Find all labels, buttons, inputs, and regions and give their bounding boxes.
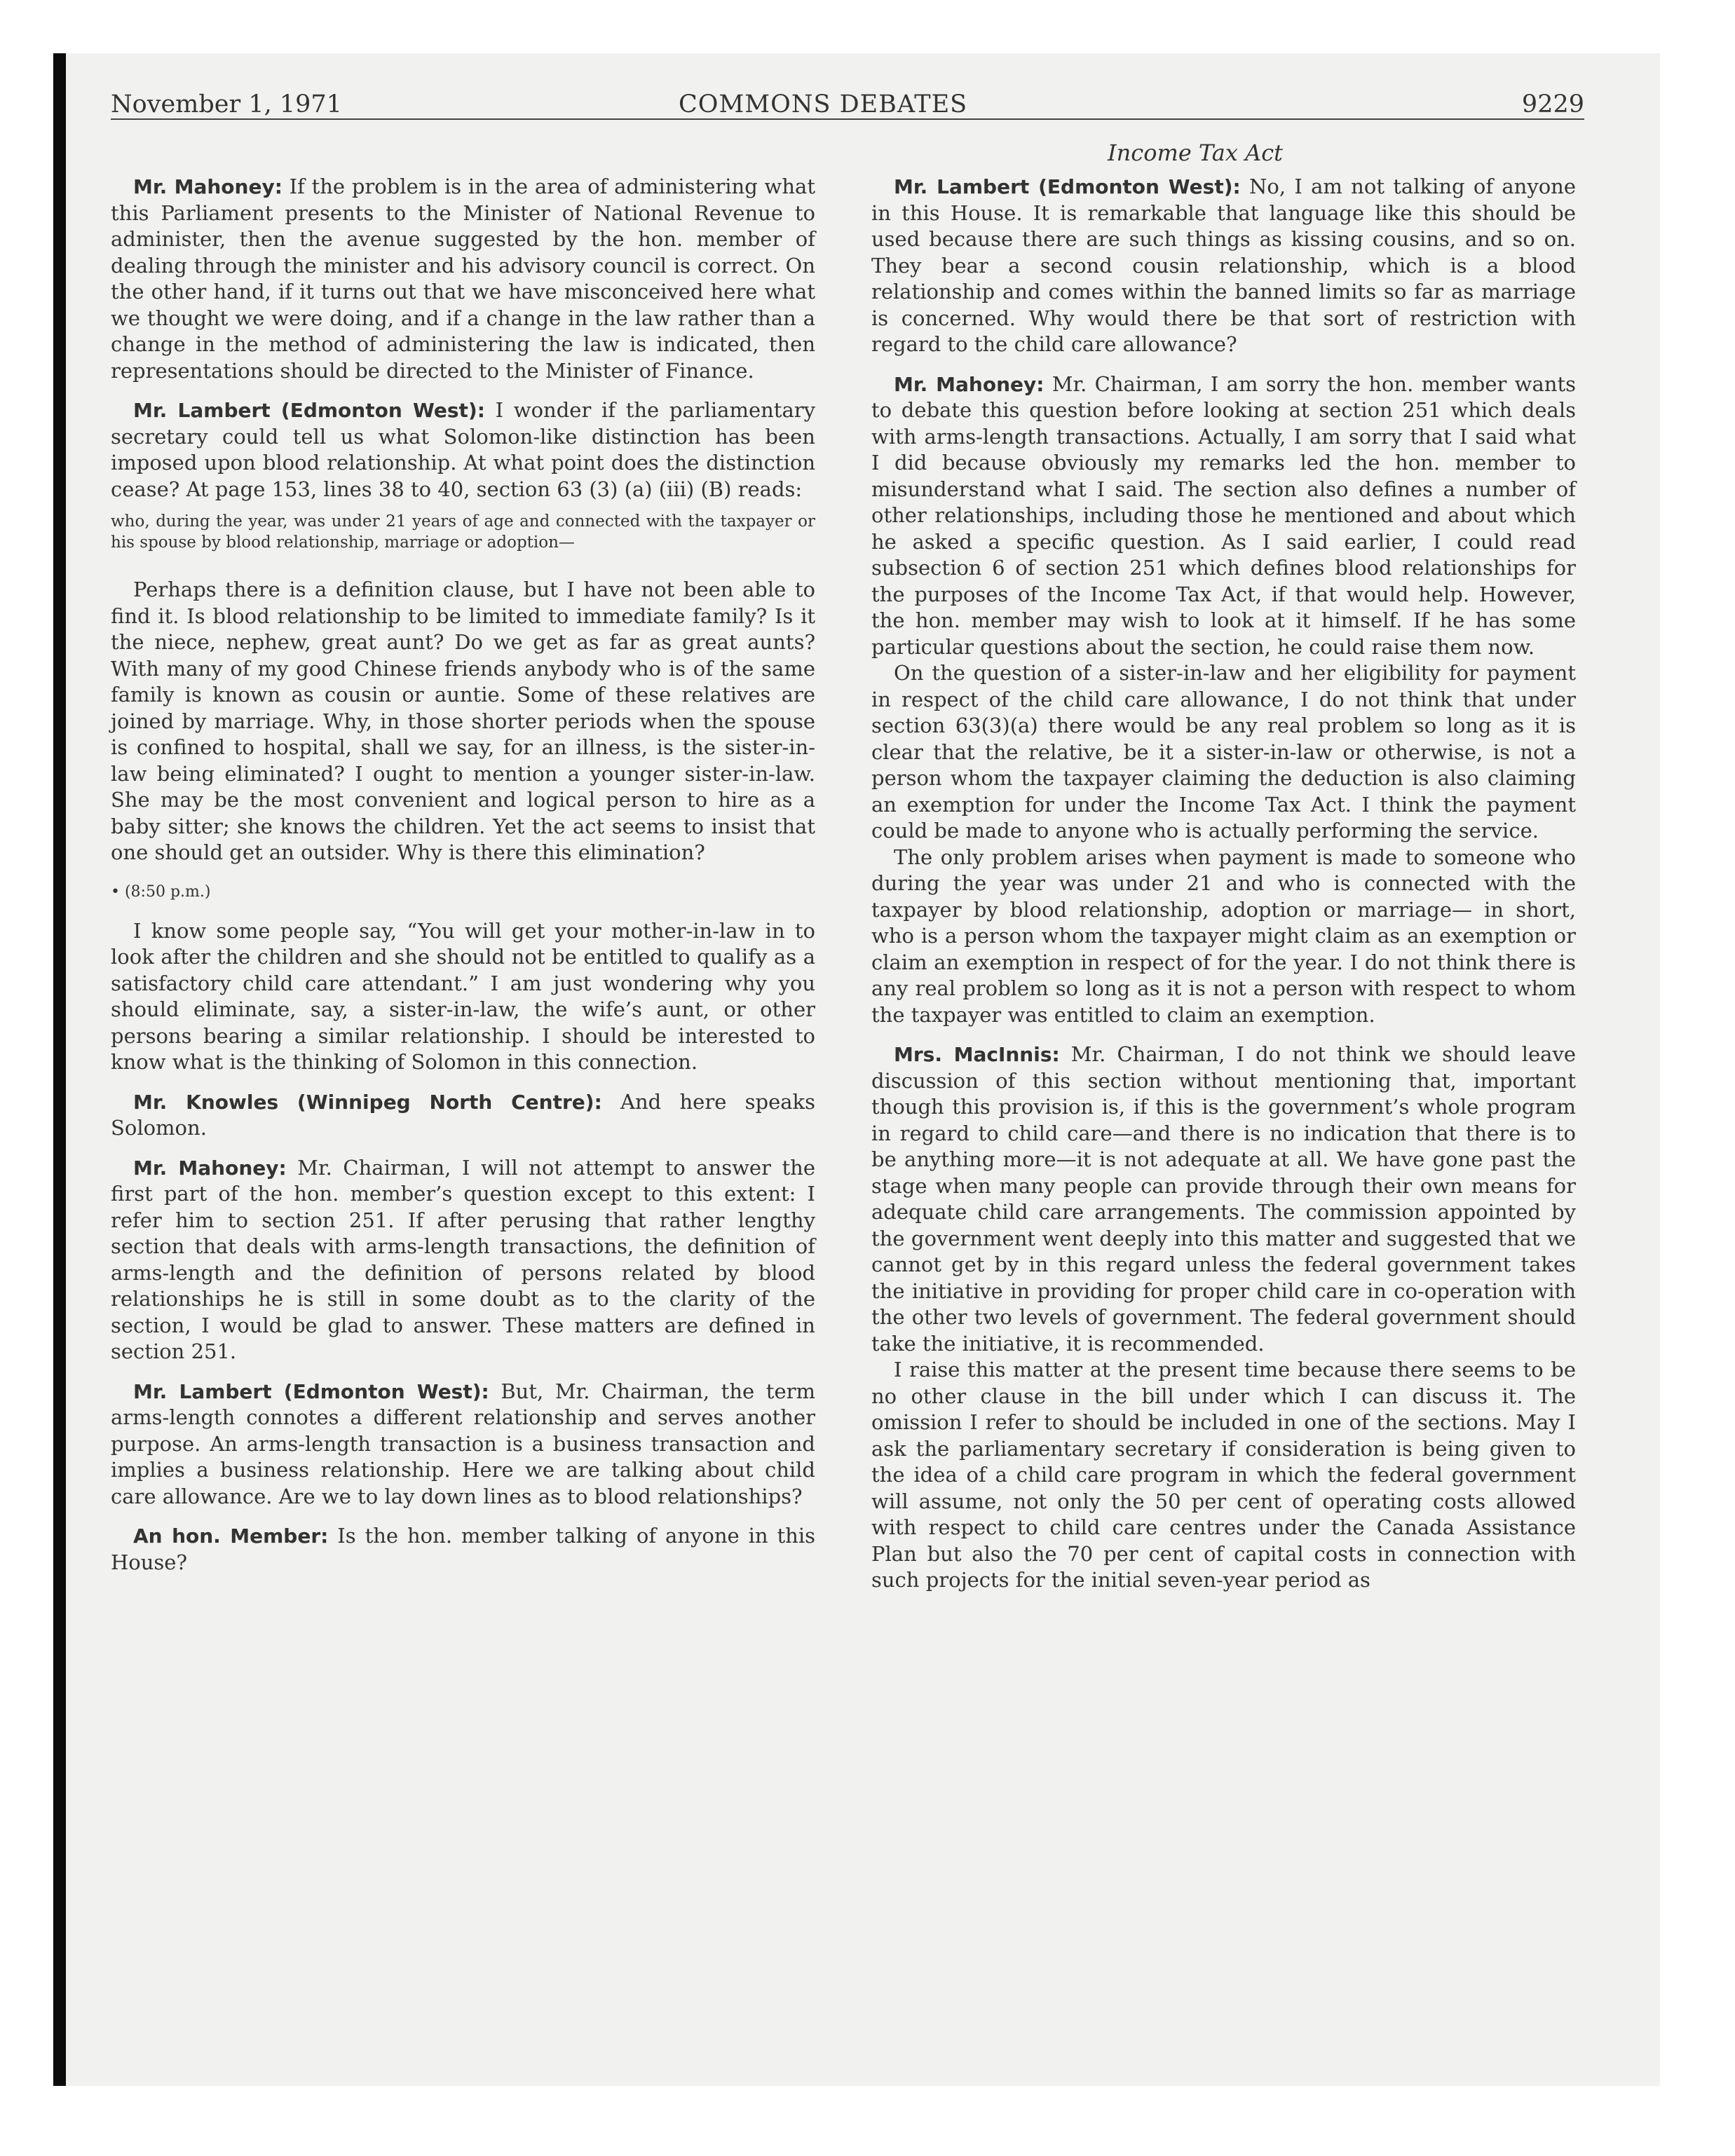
- speech-text: I wonder if the parliamentary secretary could tell us what Solomon-like distinction has been imposed upon blood relationship. At what point does the distinction cease? At page 153, lines 38 to 40, section 63 (3) (a) (iii) (B) reads:: [111, 398, 815, 501]
- speech-text: No, I am not talking of anyone in this House. It is remarkable that language like this should be used because there are such things as kissing cousins, and so on. They bear a second cousin relationship, which is a blood relationship and comes within the banned limits so far as marriage is concerned. Why would there be that sort of restriction with regard to the child care allowance?: [871, 175, 1576, 356]
- speaker-name: Mr. Lambert (Edmonton West):: [133, 1379, 489, 1403]
- running-header: [111, 90, 1584, 120]
- paragraph: Perhaps there is a definition clause, but I have not been able to find it. Is blood relationship to be limited to immediate family? Is it the niece, nephew, great aunt? Do we get as far as great aunts? With many of my good Chinese friends anybody who is of the same family is known as cousin or auntie. Some of these relatives are joined by marriage. Why, in those shorter periods when the spouse is confined to hospital, shall we say, for an illness, is the sister-in-law being eliminated? I ought to mention a younger sister-in-law. She may be the most convenient and logical person to hire as a baby sitter; she knows the children. Yet the act seems to insist that one should get an outsider. Why is there this elimination?: [111, 578, 815, 864]
- speaker-name: Mr. Mahoney:: [133, 175, 283, 198]
- paragraph: [111, 1379, 815, 1510]
- speech-text: Mr. Chairman, I am sorry the hon. member wants to debate this question before looking at section 251 which deals with arms-length transactions. Actually, I am sorry that I said what I did because obviously my remarks led the hon. member to misunderstand what I said. The section also defines a number of other relationships, including those he mentioned and about which he asked a specific question. As I said earlier, I could read subsection 6 of section 251 which defines blood relationships for the purposes of the Income Tax Act, if that would help. However, the hon. member may wish to look at it himself. If he has some particular questions about the section, he could raise them now.: [871, 371, 1576, 659]
- paragraph: [111, 1089, 815, 1142]
- paragraph: I raise this matter at the present time because there seems to be no other clause in the bill under which I can discuss it. The omission I refer to should be included in one of the sections. May I ask the parliamentary secretary if consideration is being given to the idea of a child care program in which the federal government will assume, not only the 50 per cent of operating costs allowed with respect to child care centres under the Canada Assistance Plan but also the 70 per cent of capital costs in connection with such projects for the initial seven-year period as: [871, 1358, 1576, 1592]
- speaker-name: Mrs. MacInnis:: [894, 1043, 1060, 1066]
- header-date: November 1, 1971: [111, 90, 342, 118]
- paragraph: [871, 371, 1576, 661]
- speaker-name: Mr. Mahoney:: [894, 372, 1045, 396]
- speaker-name: An hon. Member:: [133, 1524, 329, 1548]
- paragraph: On the question of a sister-in-law and her eligibility for payment in respect of the child care allowance, I do not think that under section 63(3)(a) there would be any real problem so long as it is clear that the relative, be it a sister-in-law or otherwise, is not a person whom the taxpayer claiming the deduction is also claiming an exemption for under the Income Tax Act. I think the payment could be made to anyone who is actually performing the service.: [871, 661, 1576, 842]
- paragraph: [871, 174, 1576, 358]
- speaker-name: Mr. Mahoney:: [133, 1156, 287, 1180]
- paragraph: I know some people say, “You will get your mother-in-law in to look after the children and she should not be entitled to qualify as a satisfactory child care attendant.” I am just wondering why you should eliminate, say, a sister-in-law, the wife’s aunt, or other persons bearing a similar relationship. I should be interested to know what is the thinking of Solomon in this connection.: [111, 918, 815, 1074]
- paragraph: [871, 1042, 1576, 1357]
- statute-quote: who, during the year, was under 21 years of age and connected with the taxpayer or his spouse by blood relationship, marriage or adoption—: [111, 512, 815, 552]
- paragraph: [111, 397, 815, 503]
- speech-text: Is the hon. member talking of anyone in this House?: [111, 1524, 815, 1574]
- timestamp: • (8:50 p.m.): [111, 882, 211, 901]
- paragraph: [111, 1523, 815, 1576]
- speaker-name: Mr. Knowles (Winnipeg North Centre):: [133, 1090, 602, 1114]
- header-title: COMMONS DEBATES: [679, 90, 968, 118]
- section-title: Income Tax Act: [1108, 139, 1283, 166]
- page-spine-shadow: [53, 53, 66, 2086]
- right-column: [871, 174, 1576, 1594]
- speech-text: And here speaks Solomon.: [111, 1089, 815, 1140]
- speaker-name: Mr. Lambert (Edmonton West):: [133, 399, 485, 422]
- header-page-number: 9229: [1521, 90, 1584, 118]
- speech-text: Mr. Chairman, I do not think we should leave discussion of this section without mentioning that, important though this provision is, if this is the government’s whole program in regard to child care—and there is no indication that there is to be anything more—it is not adequate at all. We have gone past the stage when many people can provide through their own means for adequate child care arrangements. The commission appointed by the government went deeply into this matter and suggested that we cannot get by in this regard unless the federal government takes the initiative in providing for proper child care in co-operation with the other two levels of government. The federal government should take the initiative, it is recommended.: [871, 1042, 1576, 1356]
- paragraph: The only problem arises when payment is made to someone who during the year was under 21 and who is connected with the taxpayer by blood relationship, adoption or marriage— in short, who is a person whom the taxpayer might claim as an exemption or claim an exemption in respect of for the year. I do not think there is any real problem so long as it is not a person with respect to whom the taxpayer was entitled to claim an exemption.: [871, 845, 1576, 1027]
- speech-text: Mr. Chairman, I will not attempt to answer the first part of the hon. member’s question except to this extent: I refer him to section 251. If after perusing that rather lengthy section that deals with arms-length transactions, the definition of arms-length and the definition of persons related by blood relationships he is still in some doubt as to the clarity of the section, I would be glad to answer. These matters are defined in section 251.: [111, 1155, 815, 1363]
- speech-text: But, Mr. Chairman, the term arms-length connotes a different relationship and serves another purpose. An arms-length transaction is a business transaction and implies a business relationship. Here we are talking about child care allowance. Are we to lay down lines as to blood relationships?: [111, 1379, 815, 1508]
- speaker-name: Mr. Lambert (Edmonton West):: [894, 175, 1241, 198]
- speech-text: If the problem is in the area of administering what this Parliament presents to the Minister of National Revenue to administer, then the avenue suggested by the hon. member of dealing through the minister and his advisory council is correct. On the other hand, if it turns out that we have misconceived here what we thought we were doing, and if a change in the law rather than a change in the method of administering the law is indicated, then representations should be directed to the Minister of Finance.: [111, 175, 815, 383]
- paragraph: [111, 174, 815, 384]
- left-column: [111, 174, 815, 1576]
- paragraph: [111, 1155, 815, 1365]
